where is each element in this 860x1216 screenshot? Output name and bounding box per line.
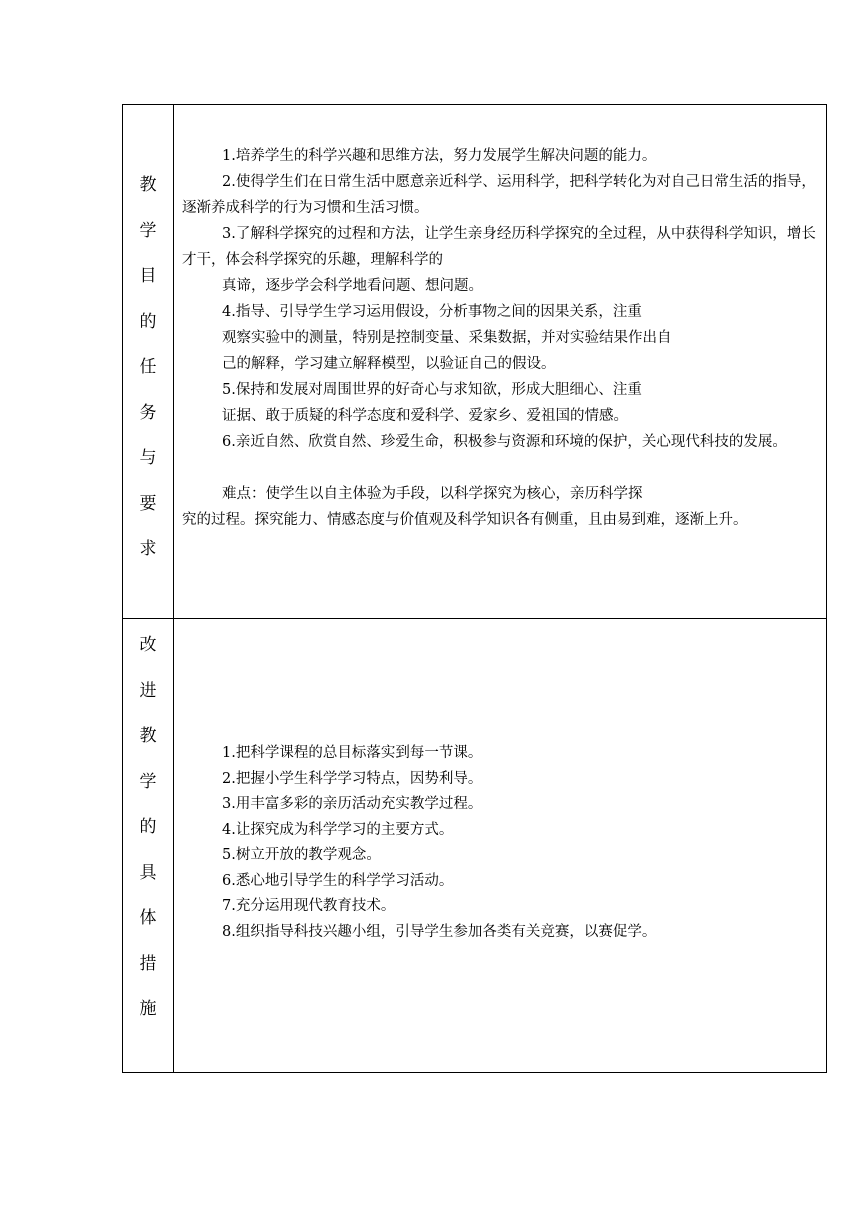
label-char: 教 [139,726,157,746]
label-char: 学 [139,771,157,792]
label-char: 教 [139,175,157,195]
label-char: 具 [139,862,157,883]
measure-item: 2.把握小学生科学学习特点，因势利导。 [222,770,483,787]
measure-item: 1.把科学课程的总目标落实到每一节课。 [222,745,483,761]
measure-item: 4.让探究成为科学学习的主要方式。 [222,821,454,838]
label-char: 措 [139,953,157,974]
difficulty: 难点：使学生以自主体验为手段，以科学探究为核心，亲历科学探 [222,486,643,502]
label-char: 改 [139,635,157,655]
section2-content [182,741,822,945]
measure-item: 8.组织指导科技兴趣小组，引导学生参加各类有关竞赛，以赛促学。 [222,923,657,940]
objective-6: 6.亲近自然、欣赏自然、珍爱生命，积极参与资源和环境的保护，关心现代科技的发展。 [222,434,787,450]
objective-4: 4.指导、引导学生学习运用假设，分析事物之间的因果关系，注重 [222,304,642,320]
label-char: 学 [139,220,157,241]
label-char: 要 [139,493,157,514]
label-char: 任 [139,357,157,377]
row-divider [123,618,826,619]
label-char: 目 [139,266,157,286]
label-char: 与 [139,448,157,468]
label-char: 务 [139,402,157,423]
label-char: 的 [139,817,157,837]
measure-item: 5.树立开放的教学观念。 [222,847,381,863]
objective-3: 3.了解科学探究的过程和方法，让学生亲身经历科学探究的全过程，从中获得科学知识，增长才干，体会科学探究的乐趣，理解科学的 [182,226,816,268]
objective-3-cont: 真谛，逐步学会科学地看问题、想问题。 [222,278,483,294]
objective-5-cont: 证据、敢于质疑的科学态度和爱科学、爱家乡、爱祖国的情感。 [222,408,628,424]
difficulty-cont: 究的过程。探究能力、情感态度与价值观及科学知识各有侧重，且由易到难，逐渐上升。 [182,512,748,528]
objective-1: 1.培养学生的科学兴趣和思维方法，努力发展学生解决问题的能力。 [222,148,657,164]
column-divider [173,105,174,1072]
label-char: 求 [139,539,157,559]
label-char: 的 [139,311,157,332]
measure-item: 3.用丰富多彩的亲历活动充实教学过程。 [222,796,483,812]
objective-4-cont: 己的解释，学习建立解释模型，以验证自己的假设。 [222,356,556,372]
label-char: 进 [139,680,157,701]
section1-label [123,163,173,573]
label-char: 体 [139,908,157,928]
section2-label [123,623,173,1033]
measure-item: 7.充分运用现代教育技术。 [222,898,396,914]
label-char: 施 [139,999,157,1019]
objective-4-cont: 观察实验中的测量，特别是控制变量、采集数据，并对实验结果作出自 [222,330,672,346]
objective-5: 5.保持和发展对周围世界的好奇心与求知欲，形成大胆细心、注重 [222,382,642,398]
section1-content [182,143,822,533]
objective-2: 2.使得学生们在日常生活中愿意亲近科学、运用科学，把科学转化为对自己日常生活的指导，逐渐养成科学的行为习惯和生活习惯。 [182,174,816,216]
plan-table [122,104,827,1073]
measure-item: 6.悉心地引导学生的科学学习活动。 [222,872,454,889]
